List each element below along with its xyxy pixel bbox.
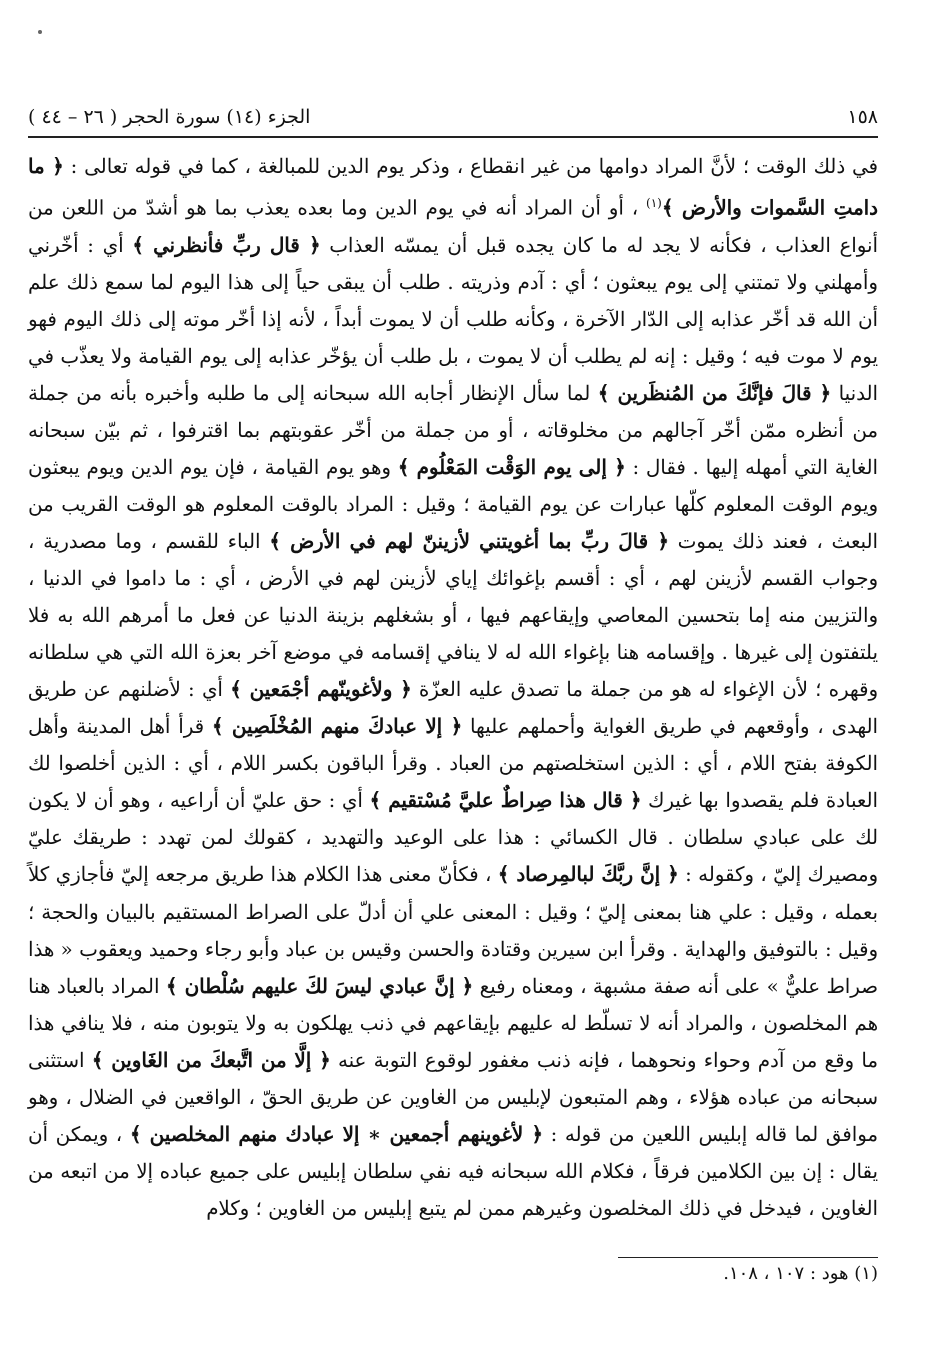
scan-speck — [38, 30, 42, 34]
quran-quote: ﴿ إلا عبادكَ منهم المُخْلَصِين ﴾ — [211, 714, 463, 739]
quran-quote: ﴿ ما دامتِ السَّموات والأرض ﴾ — [28, 154, 878, 220]
text-run: ، فكأنّ معنى هذا الكلام هذا طريق مرجعه إليّ فأجازي كلاً بعمله ، وقيل : علي هنا بمعنى إليّ ؛ وقيل : المعنى علي أن أدلّ على الصراط المستقيم بالبيان والحجة ؛ وقيل : بالتوفيق والهداية . وقرأ ابن سيرين وقتادة والحسن وقيس بن عباد وأبو رجاء وحميد ويعقوب « هذا صراط عليٌّ » على أنه صفة مشبهة ، ومعناه رفيع — [28, 863, 878, 998]
main-text — [28, 148, 878, 1227]
quran-quote: ﴿ ولأغوينّهم أجْمَعين ﴾ — [230, 677, 412, 702]
text-run: في ذلك الوقت ؛ لأنَّ المراد دوامها من غير انقطاع ، وذكر يوم الدين للمبالغة ، كما في قوله تعالى : — [63, 155, 878, 178]
text-run: قرأ أهل المدينة وأهل الكوفة بفتح اللام ، أي : الذين استخلصتهم من العباد . وقرأ الباقون بكسر اللام ، أي : الذين أخلصوا لك العبادة فلم يقصدوا بها غيرك — [28, 715, 878, 813]
quran-quote: ﴿ قال هذا صِراطٌ عليَّ مُسْتقيم ﴾ — [369, 788, 642, 813]
text-run: أي : أخّرني وأمهلني ولا تمتني إلى يوم يبعثون ؛ أي : آدم وذريته . طلب أن يبقى حياً إلى هذا اليوم لما سمع ذلك علم أن الله قد أخّر عذابه إلى الدّار الآخرة ، وكأنه طلب أن لا يموت أبداً ، لأنه إذا أخّر موته إلى ذلك اليوم فهو يوم لا موت فيه ؛ وقيل : إنه لم يطلب أن لا يموت ، بل طلب أن يؤخّر عذابه إلى يوم القيامة ولا يعذّب في الدنيا — [28, 233, 878, 405]
text-run: أي : حق عليّ أن أراعيه ، وهو أن لا يكون لك على عبادي سلطان . قال الكسائي : هذا على الوعيد والتهديد ، كقولك لمن تهدد : طريقك عليّ ومصيرك إليّ ، وكقوله : — [28, 789, 878, 887]
quran-quote: ﴿ إلى يوم الوَقْت المَعْلُوم ﴾ — [397, 454, 626, 479]
quran-quote: ﴿ قالَ ربِّ بما أغويتني لأزيننّ لهم في الأرض ﴾ — [269, 529, 669, 554]
header-divider — [28, 136, 878, 138]
text-run: وهو يوم القيامة ، فإن يوم الدين ويوم يبعثون ويوم الوقت المعلوم كلّها عبارات عن يوم القيامة ؛ وقيل : المراد بالوقت المعلوم هو الوقت القريب من البعث ، فعند ذلك يموت — [28, 455, 878, 554]
quran-quote: ﴿ إلَّا من اتَّبعكَ من الغَاوين ﴾ — [91, 1047, 331, 1072]
page-number: ١٥٨ — [847, 106, 878, 128]
quran-quote: ﴿ إنَّ عبادي ليسَ لكَ عليهم سُلْطان ﴾ — [165, 973, 474, 998]
quran-quote: ﴿ قال ربِّ فأنظرني ﴾ — [132, 232, 321, 257]
text-run: استثنى سبحانه من عباده هؤلاء ، وهم المتبعون لإبليس من الغاوين عن طريق الحقّ ، الواقعين في الضلال ، وهو موافق لما قاله إبليس اللعين من قوله : — [28, 1048, 879, 1146]
text-run: الباء للقسم ، وما مصدرية ، وجواب القسم لأزينن لهم ، أي : أقسم بإغوائك إياي لأزينن لهم في الأرض ، أي : ما داموا في الدنيا ، والتزيين منه إما بتحسين المعاصي وإيقاعهم فيها ، أو بشغلهم بزينة الدنيا عن فعل ما أمرهم الله به فلا يلتفتون إلى غيرها . وإقسامه هنا بإغواء الله له لا ينافي إقسامه في موضع آخر بعزة الله التي هي سلطانه وقهره ؛ لأن الإغواء له هو من جملة ما تصدق عليه العزّة — [28, 530, 879, 702]
running-title: الجزء (١٤) سورة الحجر ( ٢٦ – ٤٤ ) — [28, 106, 311, 128]
text-run: ، أو أن المراد أنه في يوم الدين وما بعده يعذب بما هو أشدّ من اللعن من أنواع العذاب ، فكأنه لا يجد له ما كان يجده قبل أن يمسّه العذاب — [28, 196, 879, 257]
text-run: المراد بالعباد هنا هم المخلصون ، والمراد أنه لا تسلّط له عليهم بإيقاعهم في ذنب يهلكون به ولا يتوبون منه ، فلا ينافي هذا ما وقع من آدم وحواء ونحوهما ، فإنه ذنب مغفور لوقوع التوبة عنه — [28, 974, 878, 1072]
quran-quote: ﴿ إنَّ ربَّكَ لبالمِرصاد ﴾ — [497, 862, 679, 887]
text-run: ، ويمكن أن يقال : إن بين الكلامين فرقاً ، فكلام الله سبحانه فيه نفي سلطان إبليس على جميع عباده إلا من اتبعه من الغاوين ، فيدخل في ذلك المخلصون وغيرهم ممن لم يتبع إبليس من الغاوين ؛ وكلام — [28, 1122, 878, 1220]
text-run: لما سأل الإنظار أجابه الله سبحانه إلى ما طلبه وأخبره بأنه من جملة من أنظره ممّن أخّر آجالهم من مخلوقاته ، أو من جملة من أخّر عقوبتهم بما اقترفوا ، ثم بيّن سبحانه الغاية التي أمهله إليها . فقال : — [28, 381, 878, 479]
footnote: (١) هود : ١٠٧ ، ١٠٨. — [723, 1263, 878, 1284]
footnote-marker: (١) — [646, 196, 662, 211]
text-run: أي : لأضلنهم عن طريق الهدى ، وأوقعهم في طريق الغواية وأحملهم عليها — [28, 678, 878, 739]
quran-quote: ﴿ لأغوينهم أجمعين ∗ إلا عبادك منهم المخلصين ﴾ — [129, 1121, 543, 1146]
running-header — [28, 102, 878, 132]
paragraph — [28, 148, 878, 1227]
quran-quote: ﴿ قالَ فإنَّكَ من المُنظَرين ﴾ — [597, 380, 832, 405]
footnote-divider — [618, 1257, 878, 1258]
